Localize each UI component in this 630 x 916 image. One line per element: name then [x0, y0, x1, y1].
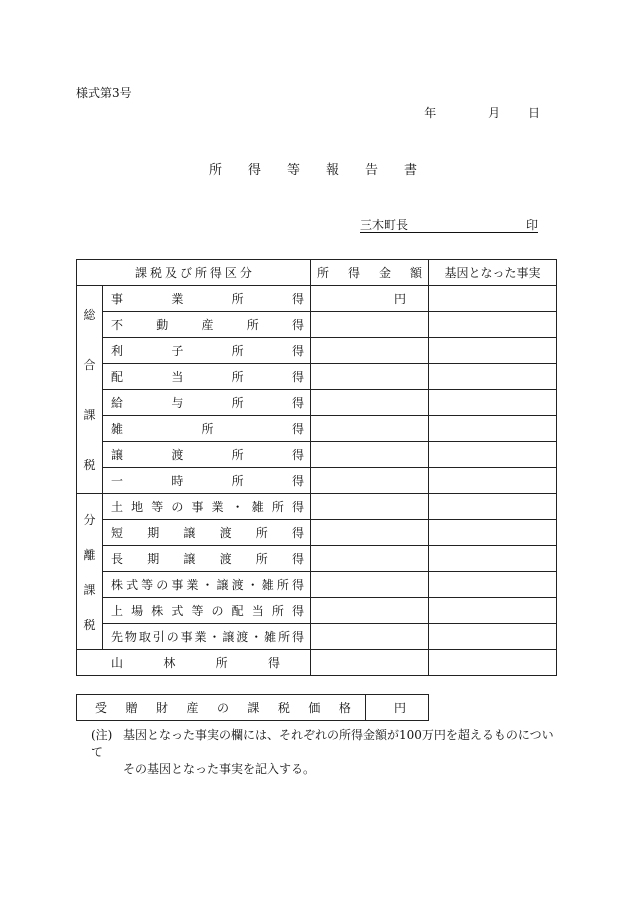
reason-cell[interactable]	[429, 364, 557, 390]
income-item-transfer: 譲 渡 所 得	[103, 442, 311, 468]
seal-mark: 印	[525, 218, 538, 232]
amount-header: 所 得 金 額	[311, 260, 429, 286]
amount-cell[interactable]	[311, 286, 429, 312]
category-header: 課 税 及 び 所 得 区 分	[77, 260, 311, 286]
table-row	[77, 624, 557, 650]
title-char: 等	[286, 163, 304, 178]
title-char: 所	[208, 163, 226, 178]
income-item-land-business: 土 地 等 の 事 業 ・ 雑 所 得	[103, 494, 311, 520]
reason-cell[interactable]	[429, 546, 557, 572]
reason-cell[interactable]	[429, 572, 557, 598]
amount-cell[interactable]	[311, 520, 429, 546]
amount-cell[interactable]	[311, 494, 429, 520]
table-row	[77, 494, 557, 520]
table-row	[77, 390, 557, 416]
recipient-line	[360, 216, 538, 233]
reason-cell[interactable]	[429, 650, 557, 676]
amount-cell[interactable]	[311, 546, 429, 572]
group-label-separate: 分 離 課 税	[77, 494, 103, 650]
table-row	[77, 286, 557, 312]
income-table	[76, 259, 557, 676]
date-year-label: 年	[424, 106, 437, 120]
title-char: 告	[365, 163, 383, 178]
table-row	[77, 312, 557, 338]
table-row	[77, 572, 557, 598]
table-row	[77, 520, 557, 546]
group-label-comprehensive: 総 合 課 税	[77, 286, 103, 494]
table-header-row	[77, 260, 557, 286]
table-row	[77, 598, 557, 624]
income-item-occasional: 一 時 所 得	[103, 468, 311, 494]
yen-unit: 円	[393, 701, 406, 715]
amount-cell[interactable]	[311, 312, 429, 338]
income-item-interest: 利 子 所 得	[103, 338, 311, 364]
amount-cell[interactable]	[311, 390, 429, 416]
table-row	[77, 650, 557, 676]
income-item-stocks: 株 式 等 の 事 業 ・ 譲 渡 ・ 雑 所 得	[103, 572, 311, 598]
table-row	[77, 546, 557, 572]
title-char: 得	[247, 163, 265, 178]
income-item-forestry: 山 林 所 得	[77, 650, 311, 676]
amount-cell[interactable]	[311, 650, 429, 676]
date-month-label: 月	[488, 106, 501, 120]
note-line-2: その基因となった事実を記入する。	[123, 762, 316, 776]
reason-cell[interactable]	[429, 494, 557, 520]
note-tag: (注)	[91, 728, 113, 742]
form-number: 様式第3号	[76, 86, 132, 100]
reason-cell[interactable]	[429, 390, 557, 416]
amount-cell[interactable]	[311, 624, 429, 650]
income-item-dividend: 配 当 所 得	[103, 364, 311, 390]
title-char: 書	[404, 163, 422, 178]
reason-header: 基因となった事実	[429, 260, 557, 286]
gift-property-table	[76, 694, 429, 721]
reason-cell[interactable]	[429, 312, 557, 338]
date-day-label: 日	[527, 106, 540, 120]
income-item-real-estate: 不 動 産 所 得	[103, 312, 311, 338]
reason-cell[interactable]	[429, 624, 557, 650]
income-item-business: 事 業 所 得	[103, 286, 311, 312]
reason-cell[interactable]	[429, 442, 557, 468]
recipient-name: 三木町長	[360, 218, 409, 232]
table-row	[77, 338, 557, 364]
reason-cell[interactable]	[429, 468, 557, 494]
table-row	[77, 364, 557, 390]
income-item-short-term-transfer: 短 期 譲 渡 所 得	[103, 520, 311, 546]
income-item-misc: 雑 所 得	[103, 416, 311, 442]
amount-cell[interactable]	[311, 598, 429, 624]
amount-cell[interactable]	[311, 416, 429, 442]
table-row	[77, 442, 557, 468]
amount-cell[interactable]	[311, 468, 429, 494]
yen-unit: 円	[393, 292, 406, 306]
date-line	[424, 104, 540, 121]
reason-cell[interactable]	[429, 416, 557, 442]
gift-property-label: 受 贈 財 産 の 課 税 価 格	[77, 695, 366, 721]
gift-property-value[interactable]	[366, 695, 429, 721]
amount-cell[interactable]	[311, 572, 429, 598]
table-row	[77, 416, 557, 442]
table-row	[77, 695, 429, 721]
income-item-salary: 給 与 所 得	[103, 390, 311, 416]
income-item-long-term-transfer: 長 期 譲 渡 所 得	[103, 546, 311, 572]
income-item-listed-dividend: 上 場 株 式 等 の 配 当 所 得	[103, 598, 311, 624]
table-row	[77, 468, 557, 494]
note-line-1: 基因となった事実の欄には、それぞれの所得金額が100万円を超えるものについて	[91, 728, 554, 759]
document-title	[0, 159, 630, 178]
footnote	[91, 727, 561, 778]
reason-cell[interactable]	[429, 286, 557, 312]
amount-cell[interactable]	[311, 364, 429, 390]
reason-cell[interactable]	[429, 338, 557, 364]
reason-cell[interactable]	[429, 520, 557, 546]
reason-cell[interactable]	[429, 598, 557, 624]
income-item-futures: 先 物 取 引 の 事 業 ・ 譲 渡 ・ 雑 所 得	[103, 624, 311, 650]
amount-cell[interactable]	[311, 442, 429, 468]
amount-cell[interactable]	[311, 338, 429, 364]
title-char: 報	[326, 163, 344, 178]
